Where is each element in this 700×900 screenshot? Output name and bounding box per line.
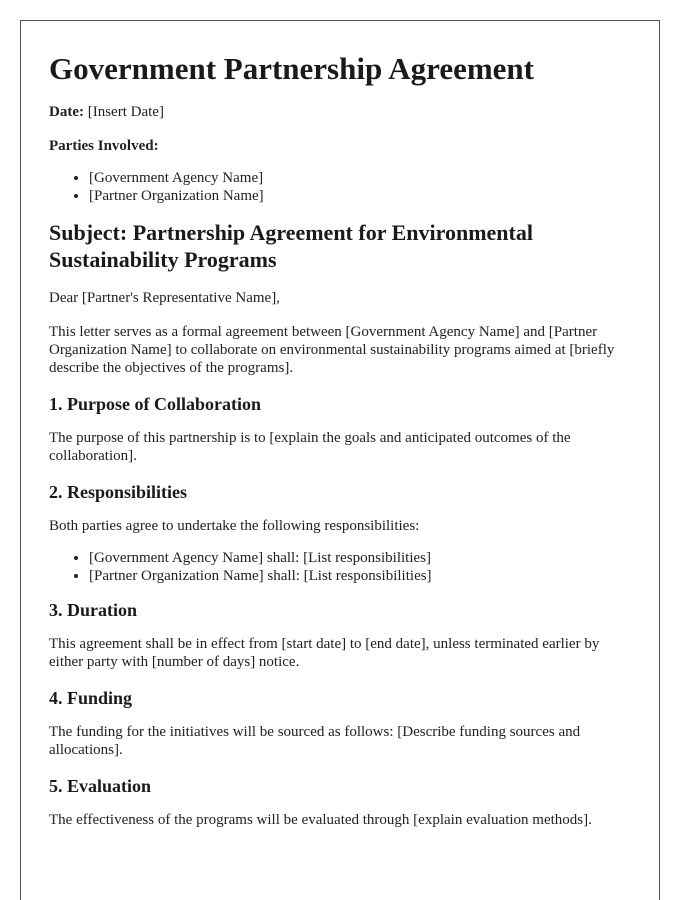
responsibility-item: • [Government Agency Name] shall: [List responsibilities] bbox=[89, 549, 631, 567]
parties-list bbox=[49, 169, 631, 205]
section-purpose-body: The purpose of this partnership is to [explain the goals and anticipated outcomes of the collaboration]. bbox=[49, 430, 571, 464]
salutation: Dear [Partner's Representative Name], bbox=[49, 290, 280, 306]
section-purpose-heading: 1. Purpose of Collaboration bbox=[49, 394, 262, 414]
section-duration-heading: 3. Duration bbox=[49, 600, 138, 620]
subject-heading: Subject: Partnership Agreement for Environmental Sustainability Programs bbox=[49, 220, 533, 272]
responsibility-item: • [Partner Organization Name] shall: [List responsibilities] bbox=[89, 567, 631, 585]
party-item: • [Government Agency Name] bbox=[89, 169, 631, 187]
document-title: Government Partnership Agreement bbox=[49, 51, 534, 86]
section-responsibilities-body: Both parties agree to undertake the following responsibilities: bbox=[49, 518, 420, 534]
date-value: [Insert Date] bbox=[83, 104, 164, 120]
section-funding-body: The funding for the initiatives will be sourced as follows: [Describe funding sources and allocations]. bbox=[49, 724, 581, 758]
parties-label: Parties Involved: bbox=[49, 138, 159, 154]
section-responsibilities-heading: 2. Responsibilities bbox=[49, 482, 188, 502]
date-label: Date: bbox=[49, 104, 84, 120]
date-line bbox=[49, 103, 631, 121]
document-page bbox=[20, 20, 660, 900]
responsibilities-list bbox=[49, 549, 631, 585]
section-funding-heading: 4. Funding bbox=[49, 688, 133, 708]
document-content bbox=[21, 21, 659, 829]
party-item: • [Partner Organization Name] bbox=[89, 187, 631, 205]
section-evaluation-heading: 5. Evaluation bbox=[49, 776, 152, 796]
section-duration-body: This agreement shall be in effect from [start date] to [end date], unless terminated earlier by either party with [number of days] notice. bbox=[49, 636, 600, 670]
section-evaluation-body: The effectiveness of the programs will be evaluated through [explain evaluation methods]. bbox=[49, 812, 592, 828]
intro-paragraph: This letter serves as a formal agreement between [Government Agency Name] and [Partner Organization Name] to collaborate on environmental sustainability programs aimed at [briefly describe the objectives of the programs]. bbox=[49, 324, 615, 376]
